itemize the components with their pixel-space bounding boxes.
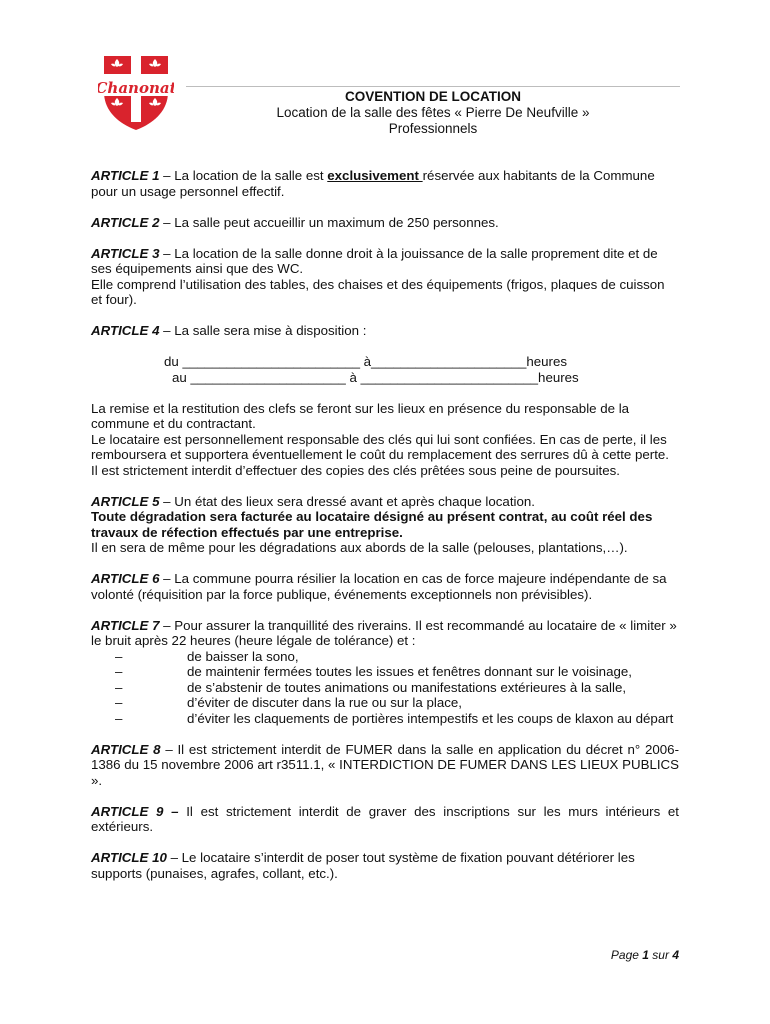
list-item: – de s’abstenir de toutes animations ou manifestations extérieures à la salle,	[115, 679, 627, 695]
article-4-keys: La remise et la restitution des clefs se feront sur les lieux en présence du responsable de la commune et du contractant. Le locataire est personnellement responsable des clés qui lui sont confiées. En cas de perte, il les remboursera et supportera éventuellement le coût du remplacement des serrures dû à cette perte. Il est strictement interdit d’effectuer des copies des clés prêtées sous peine de poursuites.	[91, 400, 669, 478]
rental-dates	[91, 354, 679, 385]
list-item: – de baisser la sono,	[115, 648, 299, 664]
article-8: ARTICLE 8 – Il est strictement interdit de FUMER dans la salle en application du décret n° 2006-1386 du 15 novembre 2006 art r3511.1, « INTERDICTION DE FUMER DANS LES LIEUX PUBLICS ».	[91, 741, 680, 788]
article-10: ARTICLE 10 – Le locataire s’interdit de poser tout système de fixation pouvant détériorer les supports (punaises, agrafes, collant, etc.).	[91, 850, 635, 881]
document-subtitle: Location de la salle des fêtes « Pierre De Neufville »	[276, 105, 590, 120]
commune-logo	[98, 52, 174, 132]
article-1: ARTICLE 1 – La location de la salle est exclusivement réservée aux habitants de la Commune pour un usage personnel effectif.	[91, 168, 655, 199]
header-rule	[186, 86, 680, 87]
article-5: ARTICLE 5 – Un état des lieux sera dressé avant et après chaque location. Toute dégradation sera facturée au locataire désigné au présent contrat, au coût réel des travaux de réfection effectués par une entreprise. Il en sera de même pour les dégradations aux abords de la salle (pelouses, plantations,…).	[91, 493, 653, 555]
list-item: – d’éviter les claquements de portières intempestifs et les coups de klaxon au départ	[115, 710, 674, 726]
list-item: – de maintenir fermées toutes les issues et fenêtres donnant sur le voisinage,	[115, 664, 632, 679]
logo-text: Chanonat	[98, 79, 174, 97]
article-9: ARTICLE 9 – Il est strictement interdit de graver des inscriptions sur les murs intérieurs et extérieurs.	[91, 803, 679, 834]
article-7: ARTICLE 7 – Pour assurer la tranquillité des riverains. Il est recommandé au locataire de « limiter » le bruit après 22 heures (heure légale de tolérance) et :	[91, 617, 677, 648]
date-line-to: au _____________________ à ________________________heures	[172, 369, 579, 385]
date-line-from: du ________________________ à_____________________heures	[164, 354, 568, 369]
document-title: COVENTION DE LOCATION	[344, 89, 521, 104]
list-item: – d’éviter de discuter dans la rue ou sur la place,	[115, 695, 462, 710]
page-number: Page 1 sur 4	[610, 948, 679, 962]
document-audience: Professionnels	[388, 121, 478, 136]
noise-rules-list	[91, 649, 679, 727]
article-4: ARTICLE 4 – La salle sera mise à disposition :	[91, 323, 367, 338]
article-6: ARTICLE 6 – La commune pourra résilier la location en cas de force majeure indépendante de sa volonté (réquisition par la force publique, événements exceptionnels non prévisibles).	[91, 571, 667, 602]
article-2: ARTICLE 2 – La salle peut accueillir un maximum de 250 personnes.	[91, 214, 499, 230]
document-body	[91, 168, 679, 897]
document-header	[186, 89, 680, 137]
article-3: ARTICLE 3 – La location de la salle donne droit à la jouissance de la salle proprement dite et de ses équipements ainsi que des WC. Elle comprend l’utilisation des tables, des chaises et des équipements (frigos, plaques de cuisson et four).	[91, 245, 665, 307]
